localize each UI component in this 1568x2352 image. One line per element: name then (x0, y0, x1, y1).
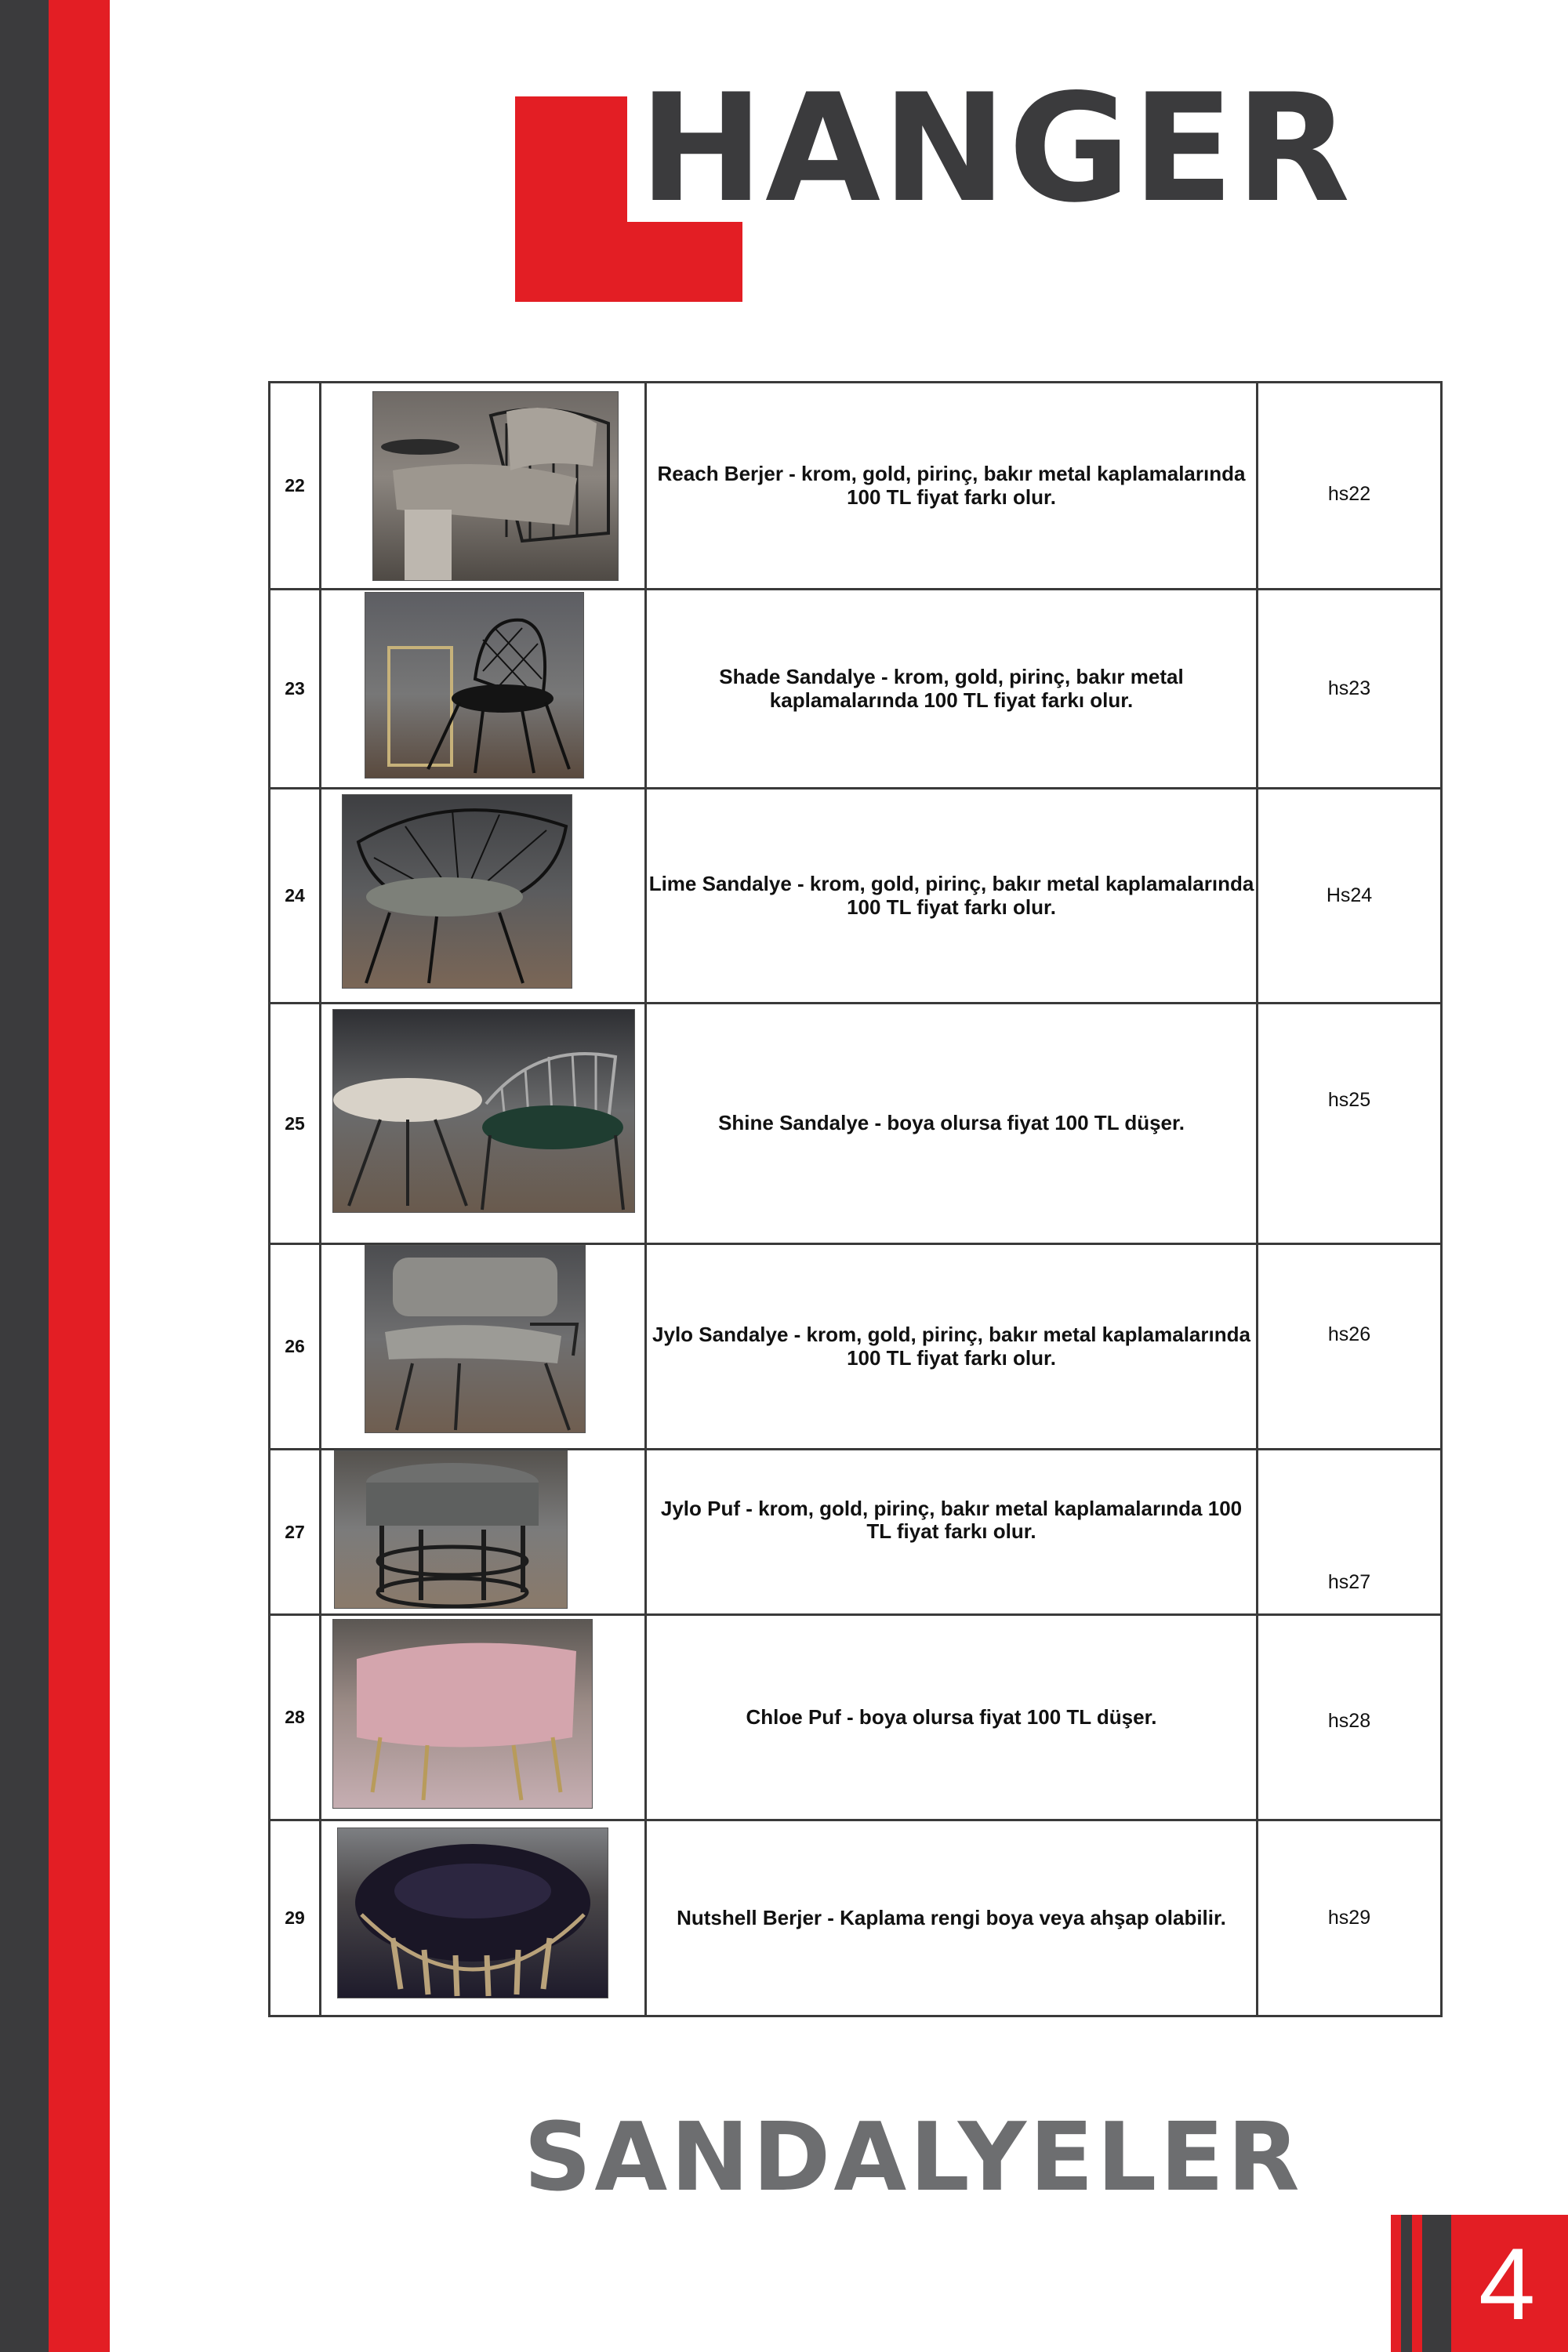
product-code: hs26 (1258, 1244, 1442, 1450)
product-description: Jylo Puf - krom, gold, pirinç, bakır metal kaplamalarında 100 TL fiyat farkı olur. (646, 1450, 1258, 1615)
product-description: Jylo Sandalye - krom, gold, pirinç, bakır metal kaplamalarında 100 TL fiyat farkı olur. (646, 1244, 1258, 1450)
product-number: 28 (270, 1615, 321, 1820)
product-code: hs22 (1258, 383, 1442, 590)
upholstered-chair-photo (365, 1245, 586, 1433)
table-row (270, 383, 1442, 590)
product-description: Chloe Puf - boya olursa fiyat 100 TL düşer. (646, 1615, 1258, 1820)
page-number: 4 (1479, 2227, 1536, 2341)
product-image-cell (321, 1615, 646, 1820)
product-number: 23 (270, 590, 321, 789)
page-badge-bar (1401, 2215, 1412, 2352)
table-row (270, 1004, 1442, 1244)
product-image-cell (321, 1450, 646, 1615)
product-description: Shine Sandalye - boya olursa fiyat 100 TL düşer. (646, 1004, 1258, 1244)
section-title: SANDALYELER (524, 2103, 1303, 2212)
product-number: 25 (270, 1004, 321, 1244)
product-number: 22 (270, 383, 321, 590)
product-table (268, 381, 1443, 2017)
left-red-stripe (49, 0, 110, 2352)
product-description: Lime Sandalye - krom, gold, pirinç, bakır metal kaplamalarında 100 TL fiyat farkı olur. (646, 789, 1258, 1004)
product-image-cell (321, 383, 646, 590)
wire-chair-photo (365, 592, 584, 779)
product-number: 27 (270, 1450, 321, 1615)
table-row (270, 1820, 1442, 2016)
product-code: hs25 (1258, 1004, 1442, 1244)
round-wire-chair-photo (342, 794, 572, 989)
product-image-cell (321, 1004, 646, 1244)
product-description: Nutshell Berjer - Kaplama rengi boya veya ahşap olabilir. (646, 1820, 1258, 2016)
table-row (270, 1450, 1442, 1615)
product-code: hs27 (1258, 1450, 1442, 1615)
product-number: 24 (270, 789, 321, 1004)
product-number: 29 (270, 1820, 321, 2016)
chair-with-table-photo (332, 1009, 635, 1213)
left-dark-stripe (0, 0, 49, 2352)
product-code: hs23 (1258, 590, 1442, 789)
product-image-cell (321, 1820, 646, 2016)
product-description: Reach Berjer - krom, gold, pirinç, bakır metal kaplamalarında 100 TL fiyat farkı olur. (646, 383, 1258, 590)
product-code: hs28 (1258, 1615, 1442, 1820)
table-row (270, 789, 1442, 1004)
product-number: 26 (270, 1244, 321, 1450)
product-description: Shade Sandalye - krom, gold, pirinç, bakır metal kaplamalarında 100 TL fiyat farkı olur. (646, 590, 1258, 789)
product-image-cell (321, 789, 646, 1004)
page-badge-bar (1422, 2215, 1451, 2352)
round-pouf-photo (334, 1450, 568, 1609)
table-row (270, 590, 1442, 789)
table-row (270, 1615, 1442, 1820)
product-code: hs29 (1258, 1820, 1442, 2016)
nutshell-armchair-photo (337, 1828, 608, 1998)
armchair-photo (372, 391, 619, 581)
product-code: Hs24 (1258, 789, 1442, 1004)
product-image-cell (321, 590, 646, 789)
product-image-cell (321, 1244, 646, 1450)
logo-text: HANGER (639, 62, 1352, 235)
pink-pouf-photo (332, 1619, 593, 1809)
table-row (270, 1244, 1442, 1450)
